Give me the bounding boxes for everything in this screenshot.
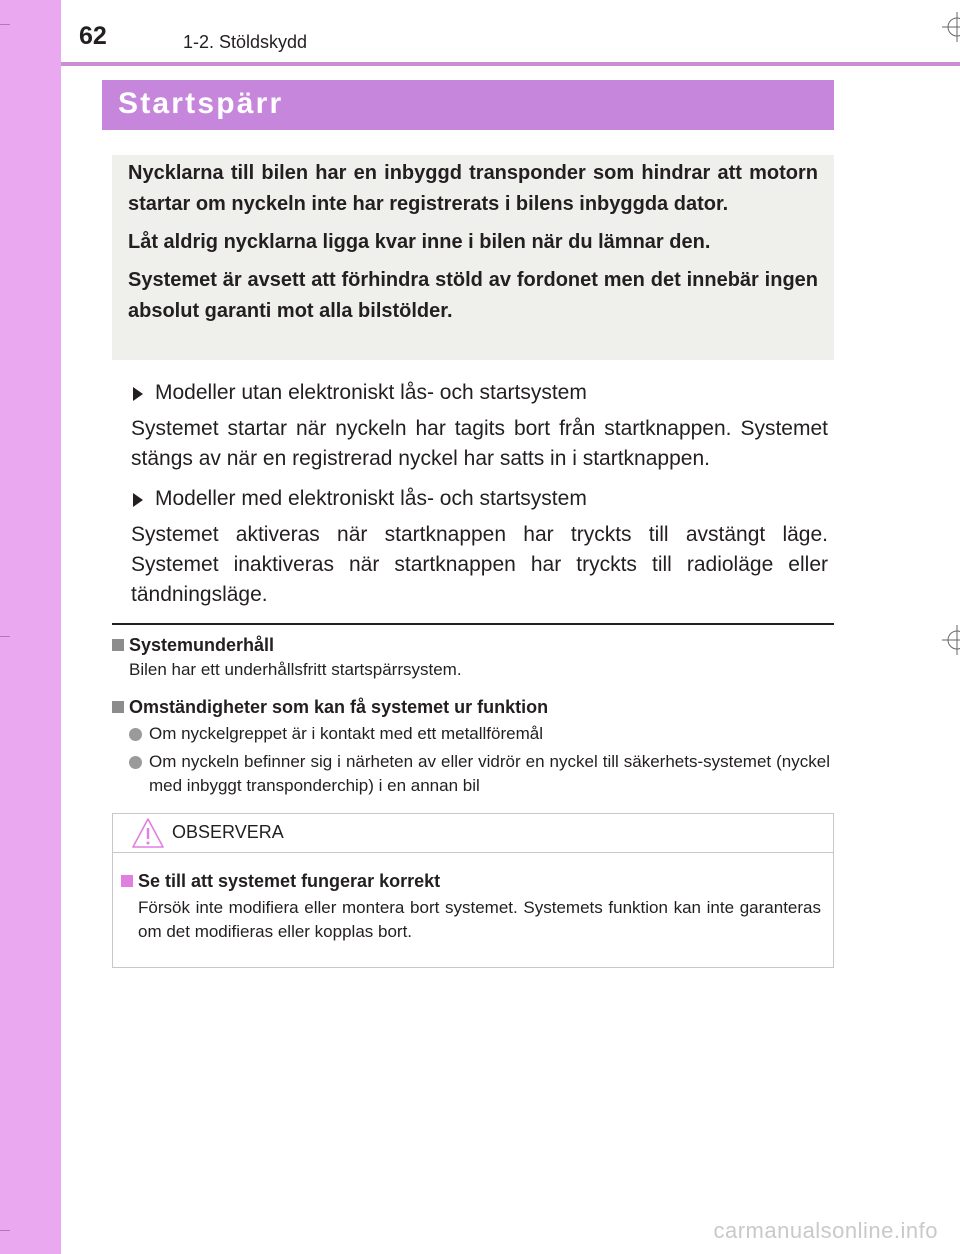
notes-block: [112, 632, 830, 802]
page-title: Startspärr: [118, 87, 284, 120]
section-heading-text: Modeller utan elektroniskt lås- och startsystem: [155, 381, 587, 404]
caution-body: [121, 868, 821, 944]
title-bar: [102, 80, 834, 130]
note-heading: [112, 694, 830, 720]
watermark: carmanualsonline.info: [713, 1218, 938, 1243]
caution-text: Försök inte modifiera eller montera bort systemet. Systemets funktion kan inte garanteras om det modifieras eller kopplas bort.: [138, 898, 821, 941]
section-text: Systemet startar när nyckeln har tagits bort från startknappen. Systemet stängs av när en registrerad nyckel har satts in i startknappen.: [131, 417, 828, 470]
triangle-bullet-icon: [133, 387, 143, 401]
section-divider: [112, 623, 834, 625]
section-heading: [131, 378, 828, 408]
caution-header: [113, 814, 833, 853]
section-text: Systemet aktiveras när startknappen har tryckts till avstängt läge. Systemet inaktiveras när startknappen har tryckts till radioläge eller tändningsläge.: [131, 523, 828, 606]
registration-tick: [0, 636, 10, 637]
circle-bullet-icon: [129, 728, 142, 741]
square-bullet-icon: [121, 875, 133, 887]
list-item: [112, 722, 830, 746]
note-heading-text: Omständigheter som kan få systemet ur funktion: [129, 697, 549, 717]
intro-paragraph: Låt aldrig nycklarna ligga kvar inne i bilen när du lämnar den.: [128, 231, 711, 253]
note-heading: [112, 632, 830, 658]
body-block: [131, 378, 828, 620]
section-heading-text: Modeller med elektroniskt lås- och startsystem: [155, 487, 587, 510]
note-text: Bilen har ett underhållsfritt startspärrsystem.: [129, 660, 462, 679]
crosshair-icon: [942, 625, 960, 655]
intro-paragraph: Systemet är avsett att förhindra stöld av fordonet men det innebär ingen absolut garanti mot alla bilstölder.: [128, 269, 818, 322]
triangle-bullet-icon: [133, 493, 143, 507]
list-item-text: Om nyckeln befinner sig i närheten av eller vidrör en nyckel till säkerhets-systemet (nyckel med inbyggt transponderchip) i en annan bil: [149, 752, 830, 795]
square-bullet-icon: [112, 701, 124, 713]
section-label: 1-2. Stöldskydd: [183, 32, 308, 52]
caution-label: OBSERVERA: [172, 822, 284, 842]
registration-tick: [0, 1230, 10, 1231]
list-item: [112, 750, 830, 798]
square-bullet-icon: [112, 639, 124, 651]
circle-bullet-icon: [129, 756, 142, 769]
caution-box: [112, 813, 834, 968]
note-heading-text: Systemunderhåll: [129, 635, 275, 655]
page-header: [61, 0, 960, 70]
warning-triangle-icon: [131, 817, 165, 849]
header-rule: [61, 62, 960, 66]
crosshair-icon: [942, 12, 960, 42]
caution-heading-text: Se till att systemet fungerar korrekt: [138, 871, 441, 891]
side-color-band: [0, 0, 61, 1254]
caution-heading: [121, 868, 821, 894]
intro-paragraph: Nycklarna till bilen har en inbyggd transponder som hindrar att motorn startar om nyckeln inte har registrerats i bilens inbyggda dator.: [128, 162, 818, 215]
intro-box: [112, 155, 834, 360]
registration-tick: [0, 24, 10, 25]
page-number: 62: [79, 22, 107, 50]
list-item-text: Om nyckelgreppet är i kontakt med ett metallföremål: [149, 724, 543, 743]
section-heading: [131, 484, 828, 514]
